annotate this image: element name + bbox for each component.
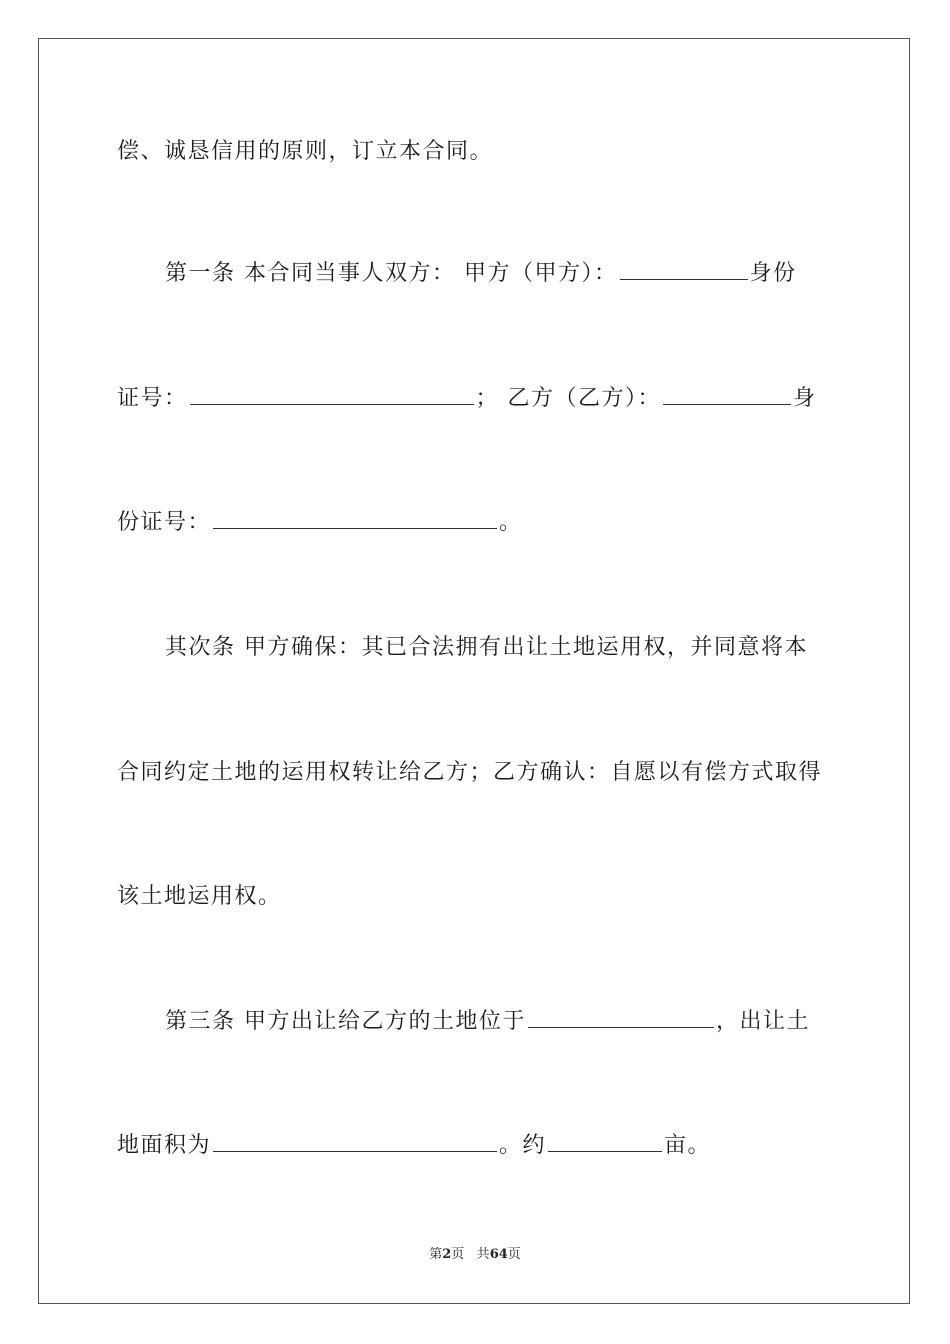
page-number: 2 xyxy=(442,1247,452,1262)
paragraph-line xyxy=(117,881,282,913)
paragraph-line xyxy=(117,136,493,168)
line-text: 。 xyxy=(499,510,523,535)
line-text: 份证号： xyxy=(117,510,212,535)
page-border xyxy=(38,38,910,1304)
footer-prefix: 第 xyxy=(429,1247,443,1262)
line-text: 亩。 xyxy=(664,1133,712,1158)
paragraph-line xyxy=(117,383,817,415)
line-text: 身 xyxy=(793,386,817,411)
paragraph-line xyxy=(117,507,523,539)
total-pages: 64 xyxy=(489,1247,508,1262)
paragraph-line xyxy=(165,632,808,664)
line-text: 身份 xyxy=(749,261,797,286)
line-text: 。约 xyxy=(499,1133,547,1158)
line-text: 第三条 甲方出让给乙方的土地位于 xyxy=(165,1009,526,1034)
blank-field-party-b[interactable] xyxy=(663,384,791,405)
blank-field-land-area[interactable] xyxy=(213,1131,497,1152)
blank-field-party-a-id[interactable] xyxy=(190,384,474,405)
blank-field-party-a[interactable] xyxy=(620,259,748,280)
line-text: 偿、诚恳信用的原则，订立本合同。 xyxy=(117,139,494,164)
line-text: ； 乙方（乙方）： xyxy=(475,386,662,411)
blank-field-party-b-id[interactable] xyxy=(213,508,497,529)
page-footer xyxy=(0,1246,950,1264)
line-text: 证号： xyxy=(117,386,188,411)
footer-page-unit: 页 xyxy=(451,1247,465,1262)
line-text: 合同约定土地的运用权转让给乙方；乙方确认：自愿以有偿方式取得 xyxy=(117,760,823,785)
line-text: 其次条 甲方确保：其已合法拥有出让土地运用权，并同意将本 xyxy=(165,635,808,660)
line-text: ，出让土 xyxy=(716,1009,811,1034)
paragraph-line xyxy=(117,757,822,789)
blank-field-land-location[interactable] xyxy=(528,1007,714,1028)
paragraph-line xyxy=(117,1130,711,1162)
blank-field-land-mu[interactable] xyxy=(548,1131,662,1152)
line-text: 地面积为 xyxy=(117,1133,212,1158)
footer-total-prefix: 共 xyxy=(476,1247,490,1262)
line-text: 该土地运用权。 xyxy=(117,884,282,909)
line-text: 第一条 本合同当事人双方： 甲方（甲方）： xyxy=(165,261,618,286)
paragraph-line xyxy=(165,1006,810,1038)
paragraph-line xyxy=(165,258,797,290)
footer-total-unit: 页 xyxy=(507,1247,521,1262)
